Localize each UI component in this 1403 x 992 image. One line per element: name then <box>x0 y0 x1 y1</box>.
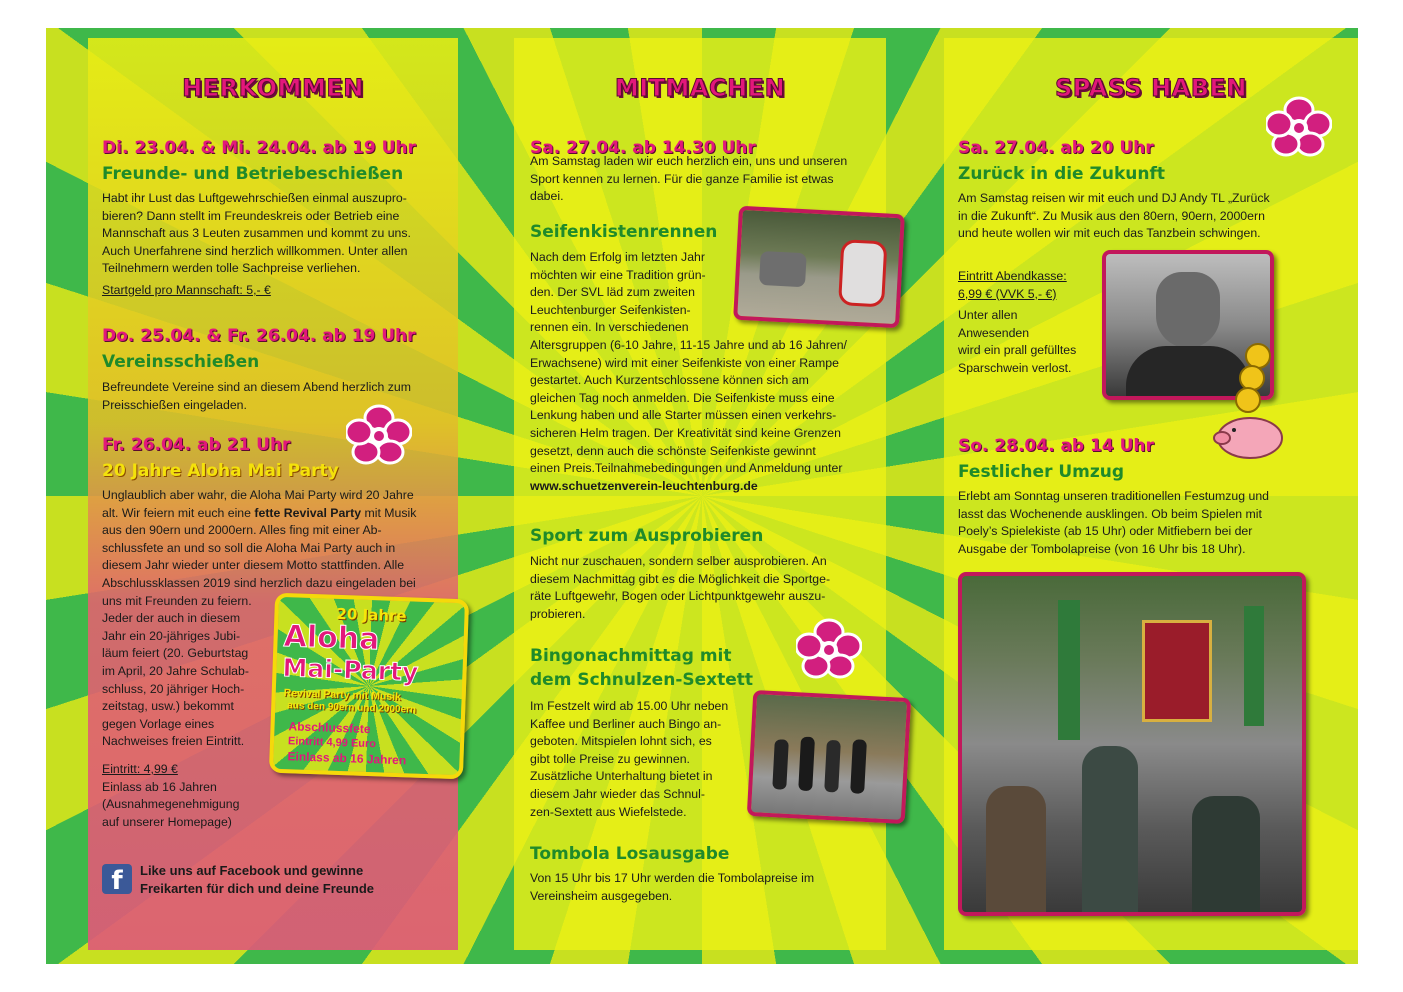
event-title: Zurück in die Zukunft <box>958 164 1165 184</box>
event-text: Am Samstag reisen wir mit euch und DJ Andy TL „Zurück in die Zukunft“. Zu Musik aus den 80ern, 90ern, 2000ern und heute wollen wir mit euch das Tanzbein schwingen. <box>958 191 1270 241</box>
band-photo <box>747 690 911 824</box>
event-text: Eintritt Abendkasse: 6,99 € (VVK 5,- €) Unter allen Anwesenden wird ein prall gefülltes Sparschwein verlost. <box>958 269 1077 375</box>
event-date: Fr. 26.04. ab 21 Uhr <box>102 435 291 455</box>
event-title: Bingonachmittag mit <box>530 646 732 666</box>
hibiscus-icon <box>346 404 412 466</box>
event-title: dem Schnulzen-Sextett <box>530 670 754 690</box>
event-text: Erlebt am Sonntag unseren traditionellen Festumzug und lasst das Wochenende ausklingen. Ob beim Spielen mit Poely’s Spielekiste (ab 15 Uhr) oder Mitfiebern bei der Ausgabe der Tombolapreise (von 16 Uhr bis 18 Uhr). <box>958 489 1270 556</box>
event-text: Am Samstag laden wir euch herzlich ein, uns und unseren Sport kennen zu lernen. Für die ganze Familie ist etwas dabei. <box>530 154 848 204</box>
event-title: Seifenkistenrennen <box>530 222 718 242</box>
flyer-sheet <box>46 28 1358 964</box>
hibiscus-icon <box>1266 96 1332 158</box>
event-date: Sa. 27.04. ab 20 Uhr <box>958 138 1154 158</box>
column-spass-haben <box>944 38 1358 950</box>
piggy-bank-icon <box>1212 342 1306 462</box>
event-date: Di. 23.04. & Mi. 24.04. ab 19 Uhr <box>102 138 416 158</box>
event-title: Festlicher Umzug <box>958 462 1125 482</box>
event-text: Nach dem Erfolg im letzten Jahr möchten wir eine Tradition grün- den. Der SVL läd zum zweiten Leuchtenburger Seifenkisten- rennen ein. In verschiedenen Altersgruppen (6-10 Jahre, 11-15 Jahre und ab 16 Jahren/ Erwachsene) wird mit einer Seifenkiste von einer Rampe gestartet. Auch Kurzentschlossene können sich am gleichen Tag noch anmelden. Die Seifenkiste muss eine Lenkung haben und alle Starter müssen einen verkehrs- sicheren Helm tragen. Der Kreativität sind keine Grenzen gesetzt, denn auch die schönste Seifenkiste gewinnt einen Preis.Teilnahmebedingungen und Anmeldung unter www.schuetzenverein-leuchtenburg.de <box>530 250 847 493</box>
soapbox-photo <box>733 206 905 329</box>
event-title: Tombola Losausgabe <box>530 844 730 864</box>
event-text: Habt ihr Lust das Luftgewehrschießen einmal auszupro- bieren? Dann stellt im Freundeskreis oder Betrieb eine Mannschaft aus 3 Leuten zusammen und kommt zu uns. Auch Unerfahrene sind herzlich willkommen. Unter allen Teilnehmern werden tolle Sachpreise verliehen. Startgeld pro Mannschaft: 5,- € <box>102 191 411 297</box>
event-title: Sport zum Ausprobieren <box>530 526 764 546</box>
aloha-party-flyer: 20 Jahre Aloha Mai-Party Revival Party mit Musik aus den 90ern und 2000ern Abschlussfete Eintritt 4,99 Euro Einlass ab 16 Jahren <box>269 593 469 780</box>
column-heading: SPASS HABEN <box>1054 74 1248 102</box>
event-text: Im Festzelt wird ab 15.00 Uhr neben Kaffee und Berliner auch Bingo an- geboten. Mitspielen lohnt sich, es gibt tolle Preise zu gewinnen. Zusätzliche Unterhaltung bietet in diesem Jahr wieder das Schnul- zen-Sextett aus Wiefelstede. <box>530 699 729 819</box>
hibiscus-icon <box>796 618 862 680</box>
column-mitmachen <box>514 38 886 950</box>
event-text: Von 15 Uhr bis 17 Uhr werden die Tombolapreise im Vereinsheim ausgegeben. <box>530 871 815 903</box>
column-heading: HERKOMMEN <box>182 74 364 102</box>
event-text: Nicht nur zuschauen, sondern selber ausprobieren. An diesem Nachmittag gibt es die Möglichkeit die Sportge- räte Luftgewehr, Bogen oder Lichtpunktgewehr auszu- probieren. <box>530 554 831 621</box>
event-date: So. 28.04. ab 14 Uhr <box>958 436 1154 456</box>
event-text: Befreundete Vereine sind an diesem Abend herzlich zum Preisschießen eingeladen. <box>102 380 411 412</box>
event-text: Unglaublich aber wahr, die Aloha Mai Party wird 20 Jahre alt. Wir feiern mit euch eine fette Revival Party mit Musik aus den 90ern und 2000ern. Alles fing mit einer Ab- schlussfete an und so soll die Aloha Mai Party auch in diesem Jahr wieder unter diesem Motto stattfinden. Alle Abschlussklassen 2019 sind herzlich dazu eingeladen bei uns mit Freunden zu feiern. Jeder der auch in diesem Jahr ein 20-jähriges Jubi- läum feiert (20. Geburtstag im April, 20 Jahre Schulab- schluss, 20 jähriger Hoch- zeitstag, usw.) bekommt gegen Vorlage eines Nachweises freien Eintritt. Eintritt: 4,99 € Einlass ab 16 Jahren (Ausnahmegenehmigung auf unserer Homepage) <box>102 488 417 829</box>
event-date: Sa. 27.04. ab 14.30 Uhr <box>530 138 756 158</box>
event-title: Vereinsschießen <box>102 352 260 372</box>
event-title: Freunde- und Betriebeschießen <box>102 164 404 184</box>
event-date: Do. 25.04. & Fr. 26.04. ab 19 Uhr <box>102 326 416 346</box>
column-herkommen <box>88 38 458 950</box>
column-heading: MITMACHEN <box>614 74 786 102</box>
facebook-text: Like uns auf Facebook und gewinne Freikarten für dich und deine Freunde <box>140 863 375 896</box>
facebook-icon[interactable]: f <box>102 864 132 894</box>
parade-photo <box>958 572 1306 916</box>
event-title: 20 Jahre Aloha Mai Party <box>102 461 339 481</box>
